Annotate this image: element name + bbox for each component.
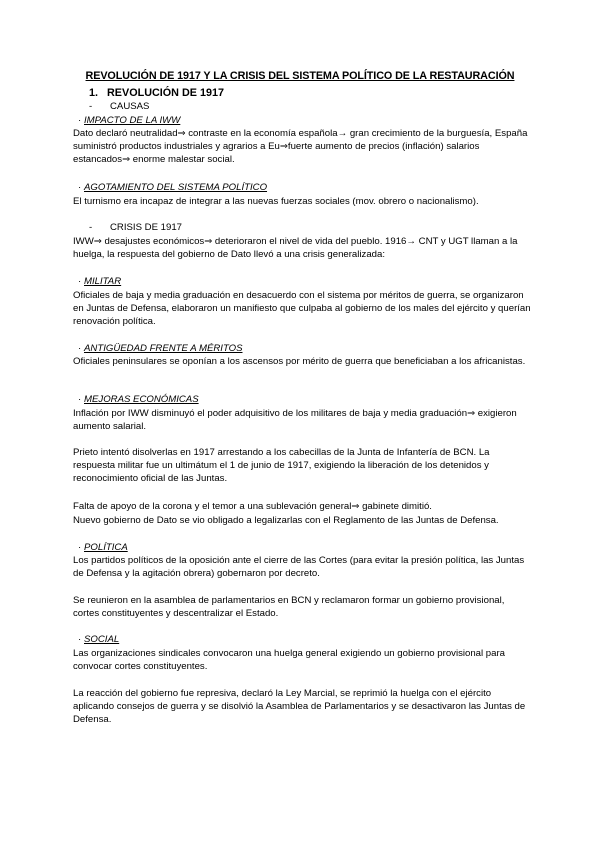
dot-bullet: · xyxy=(78,634,82,645)
dot-bullet: · xyxy=(78,542,82,553)
paragraph-militar: Oficiales de baja y media graduación en desacuerdo con el sistema por méritos de guerra, se organizaron en Juntas de Defensa, elaboraron un manifiesto que culpaba al gobierno de los males del ejército y querían renovación política. xyxy=(73,290,531,328)
dot-bullet: · xyxy=(78,182,82,193)
paragraph-impacto: Dato declaró neutralidad⇒ contraste en la economía española→ gran crecimiento de la burguesía, España suministró productos industriales y agrarios a Eu⇒fuerte aumento de precios (inflación) salarios estancados⇒ enorme malestar social. xyxy=(73,128,528,166)
paragraph-falta: Falta de apoyo de la corona y el temor a una sublevación general⇒ gabinete dimitió. xyxy=(73,501,432,512)
heading-antiguedad-label: ANTIGÜEDAD FRENTE A MÉRITOS xyxy=(84,343,243,354)
heading-agotamiento xyxy=(78,181,267,194)
paragraph-antiguedad: Oficiales peninsulares se oponían a los ascensos por mérito de guerra que beneficiaban a los africanistas. xyxy=(73,356,526,367)
document-title: REVOLUCIÓN DE 1917 Y LA CRISIS DEL SISTEMA POLÍTICO DE LA RESTAURACIÓN xyxy=(85,70,515,82)
subsection-crisis xyxy=(89,221,182,234)
heading-antiguedad xyxy=(78,342,243,355)
heading-social-label: SOCIAL xyxy=(84,634,120,645)
dash-bullet: - xyxy=(89,101,93,112)
dot-bullet: · xyxy=(78,394,82,405)
heading-mejoras xyxy=(78,393,199,406)
heading-mejoras-label: MEJORAS ECONÓMICAS xyxy=(84,394,199,405)
subsection-causas xyxy=(89,100,149,113)
paragraph-social: Las organizaciones sindicales convocaron una huelga general exigiendo un gobierno provisional para convocar cortes constituyentes. xyxy=(73,648,506,673)
heading-politica-label: POLÍTICA xyxy=(84,542,128,553)
paragraph-mejoras: Inflación por IWW disminuyó el poder adquisitivo de los militares de baja y media graduación⇒ exigieron aumento salarial. xyxy=(73,408,517,433)
paragraph-politica: Los partidos políticos de la oposición ante el cierre de las Cortes (para evitar la presión política, las Juntas de Defensa y la agitación obrera) gobernaron por decreto. xyxy=(73,555,525,580)
heading-impacto xyxy=(78,114,180,127)
dot-bullet: · xyxy=(78,276,82,287)
subsection-causas-label: CAUSAS xyxy=(110,101,150,112)
paragraph-crisis: IWW⇒ desajustes económicos⇒ deterioraron el nivel de vida del pueblo. 1916→ CNT y UGT llaman a la huelga, la respuesta del gobierno de Dato llevó a una crisis generalizada: xyxy=(73,236,518,261)
section-heading-text: REVOLUCIÓN DE 1917 xyxy=(107,87,224,99)
section-number: 1. xyxy=(89,87,99,99)
heading-politica xyxy=(78,541,128,554)
paragraph-reaccion: La reacción del gobierno fue represiva, declaró la Ley Marcial, se reprimió la huelga con el ejército aplicando consejos de guerra y se disolvió la Asamblea de Parlamentarios y se desactivaron las Juntas de Defensa. xyxy=(73,688,526,726)
section-heading xyxy=(89,87,224,100)
heading-agotamiento-label: AGOTAMIENTO DEL SISTEMA POLÍTICO xyxy=(84,182,268,193)
dot-bullet: · xyxy=(78,115,82,126)
dash-bullet: - xyxy=(89,222,93,233)
dot-bullet: · xyxy=(78,343,82,354)
heading-militar-label: MILITAR xyxy=(84,276,122,287)
paragraph-agotamiento: El turnismo era incapaz de integrar a las nuevas fuerzas sociales (mov. obrero o nacionalismo). xyxy=(73,196,479,207)
heading-impacto-label: IMPACTO DE LA IWW xyxy=(84,115,181,126)
paragraph-nuevo: Nuevo gobierno de Dato se vio obligado a legalizarlas con el Reglamento de las Juntas de Defensa. xyxy=(73,515,499,526)
heading-militar xyxy=(78,275,121,288)
subsection-crisis-label: CRISIS DE 1917 xyxy=(110,222,182,233)
heading-social xyxy=(78,633,119,646)
paragraph-asamblea: Se reunieron en la asamblea de parlamentarios en BCN y reclamaron formar un gobierno provisional, cortes constituyentes y descentralizar el Estado. xyxy=(73,595,505,620)
paragraph-prieto: Prieto intentó disolverlas en 1917 arrestando a los cabecillas de la Junta de Infantería de BCN. La respuesta militar fue un ultimátum el 1 de junio de 1917, exigiendo la liberación de los detenidos y reconocimiento oficial de las Juntas. xyxy=(73,447,490,485)
